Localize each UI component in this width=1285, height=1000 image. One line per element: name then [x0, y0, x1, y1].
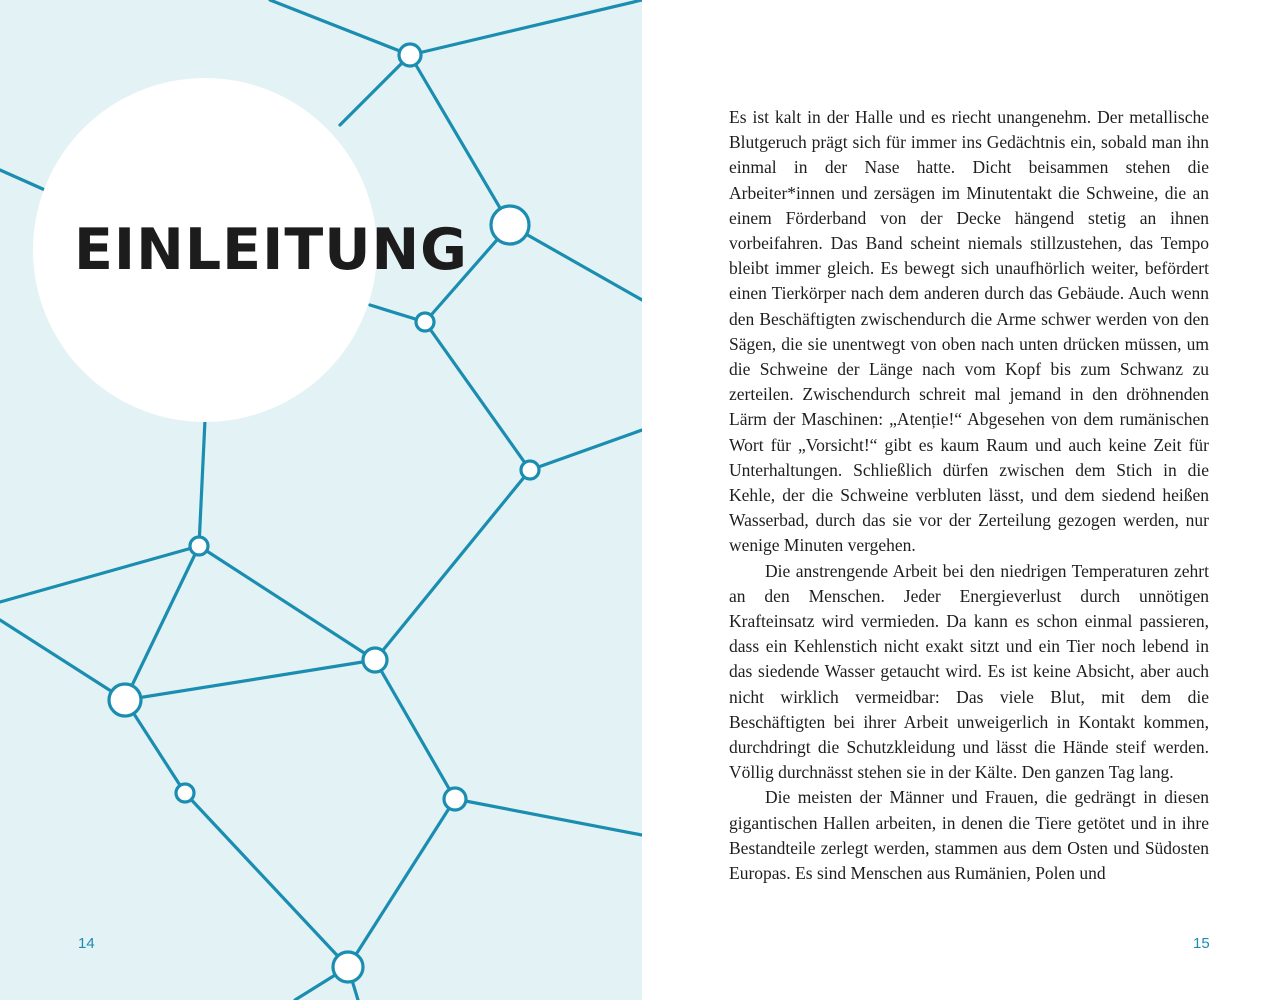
network-node: [109, 684, 141, 716]
network-node: [399, 44, 421, 66]
body-text: [729, 105, 1209, 886]
page-number-right: 15: [1193, 935, 1210, 952]
network-node: [363, 648, 387, 672]
network-node: [416, 313, 434, 331]
network-node: [176, 784, 194, 802]
paragraph-2: Die anstrengende Arbeit bei den niedrigen Temperaturen zehrt an den Menschen. Jeder Energieverlust durch unnötigen Krafteinsatz wird vermieden. Da kann es schon einmal passieren, dass ein Kehlenstich nicht exakt sitzt und ein Tier noch lebend in das siedende Wasser getaucht wird. Es ist keine Absicht, aber auch nicht wirklich vermeidbar: Das viele Blut, mit dem die Beschäftigten bei ihrer Arbeit unweigerlich in Kontakt kommen, durchdringt die Schutzkleidung und lässt die Hände steif werden. Völlig durchnässt stehen sie in der Kälte. Den ganzen Tag lang.: [729, 560, 1209, 783]
chapter-title: EINLEITUNG: [74, 217, 468, 283]
paragraph-3: Die meisten der Männer und Frauen, die gedrängt in diesen gigantischen Hallen arbeiten, in denen die Tiere getötet und in ihre Bestandteile zerlegt werden, stammen aus dem Osten und Südosten Europas. Es sind Menschen aus Rumänien, Polen und: [729, 787, 1209, 884]
paragraph-1: Es ist kalt in der Halle und es riecht unangenehm. Der metallische Blutgeruch prägt sich für immer ins Gedächtnis ein, sobald man ihn einmal in der Nase hatte. Dicht beisammen stehen die Arbeiter*innen und zersägen im Minutentakt die Schweine, die an einem Förderband von der Decke hängend stetig an ihnen vorbeifahren. Das Band scheint niemals stillzustehen, das Tempo bleibt immer gleich. Es bewegt sich unaufhörlich weiter, befördert einen Tierkörper nach dem anderen durch das Gebäude. Auch wenn den Beschäftigten zwischendurch die Arme schwer werden von den Sägen, die sie unentwegt von oben nach unten drücken müssen, um die Schweine der Länge nach vom Kopf bis zum Schwanz zu zerteilen. Zwischendurch schreit mal jemand in den dröhnenden Lärm der Maschinen: „Atenție!“ Abgesehen von dem rumänischen Wort für „Vorsicht!“ gibt es kaum Raum und auch keine Zeit für Unterhaltungen. Schließlich dürfen zwischen dem Stich in die Kehle, der die Schweine verbluten lässt, und dem siedend heißen Wasserbad, durch das sie vor der Zerteilung gezogen werden, nur wenige Minuten vergehen.: [729, 107, 1209, 556]
network-node: [444, 788, 466, 810]
network-node: [521, 461, 539, 479]
left-page: [0, 0, 642, 1000]
page-number-left: 14: [78, 935, 95, 952]
network-node: [333, 952, 363, 982]
network-node: [491, 206, 529, 244]
network-node: [190, 537, 208, 555]
network-illustration: [0, 0, 642, 1000]
